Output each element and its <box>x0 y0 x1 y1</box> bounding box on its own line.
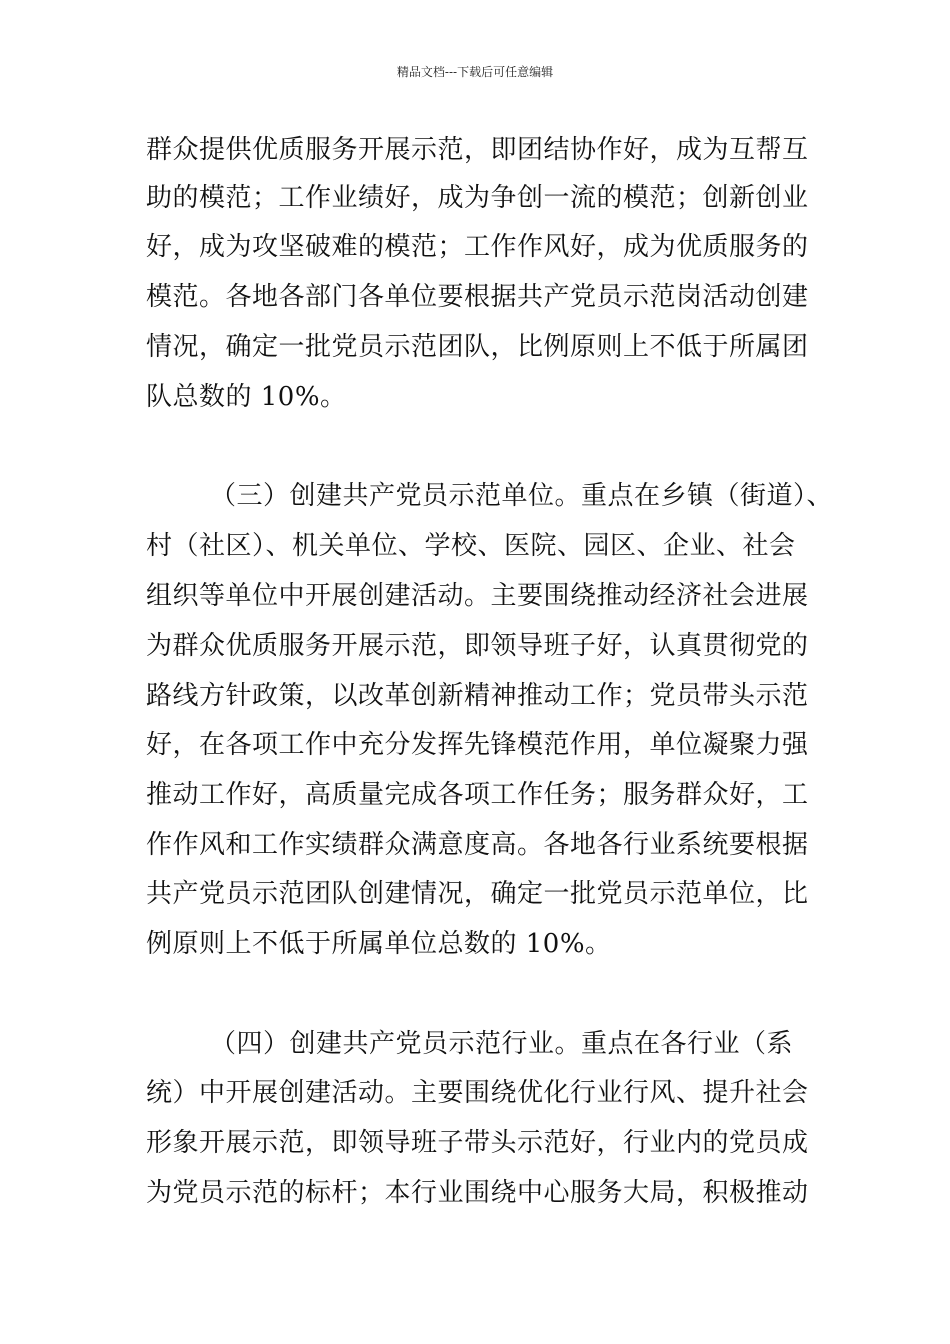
paragraph-2-line-8: 作作风和工作实绩群众满意度高。各地各行业系统要根据 <box>146 830 809 860</box>
paragraph-1-line-5: 情况，确定一批党员示范团队，比例原则上不低于所属团 <box>146 332 809 362</box>
paragraph-2-line-2: 村（社区）、机关单位、学校、医院、园区、企业、社会 <box>146 531 796 561</box>
paragraph-2-line-3: 组织等单位中开展创建活动。主要围绕推动经济社会进展 <box>146 581 809 611</box>
paragraph-2-line-5: 路线方针政策，以改革创新精神推动工作；党员带头示范 <box>146 681 809 711</box>
paragraph-3-line-1: （四）创建共产党员示范行业。重点在各行业（系 <box>210 1029 794 1059</box>
paragraph-2-line-6: 好，在各项工作中充分发挥先锋模范作用，单位凝聚力强 <box>146 730 809 760</box>
paragraph-1-line-1: 群众提供优质服务开展示范，即团结协作好，成为互帮互 <box>146 135 809 165</box>
paragraph-1-line-6: 队总数的 10%。 <box>146 382 347 412</box>
paragraph-1-line-4: 模范。各地各部门各单位要根据共产党员示范岗活动创建 <box>146 282 809 312</box>
paragraph-3-line-3: 形象开展示范，即领导班子带头示范好，行业内的党员成 <box>146 1128 809 1158</box>
paragraph-2-line-10: 例原则上不低于所属单位总数的 10%。 <box>146 929 612 959</box>
paragraph-2-line-7: 推动工作好，高质量完成各项工作任务；服务群众好，工 <box>146 780 809 810</box>
page-header: 精品文档---下载后可任意编辑 <box>396 65 554 79</box>
paragraph-2-line-9: 共产党员示范团队创建情况，确定一批党员示范单位，比 <box>146 879 809 909</box>
paragraph-2-line-4: 为群众优质服务开展示范，即领导班子好，认真贯彻党的 <box>146 631 809 661</box>
paragraph-2-line-1: （三）创建共产党员示范单位。重点在乡镇（街道）、 <box>210 481 834 511</box>
paragraph-3-line-2: 统）中开展创建活动。主要围绕优化行业行风、提升社会 <box>146 1078 809 1108</box>
paragraph-3-line-4: 为党员示范的标杆；本行业围绕中心服务大局，积极推动 <box>146 1178 809 1208</box>
paragraph-1-line-3: 好，成为攻坚破难的模范；工作作风好，成为优质服务的 <box>146 232 809 262</box>
paragraph-1-line-2: 助的模范；工作业绩好，成为争创一流的模范；创新创业 <box>146 183 809 213</box>
